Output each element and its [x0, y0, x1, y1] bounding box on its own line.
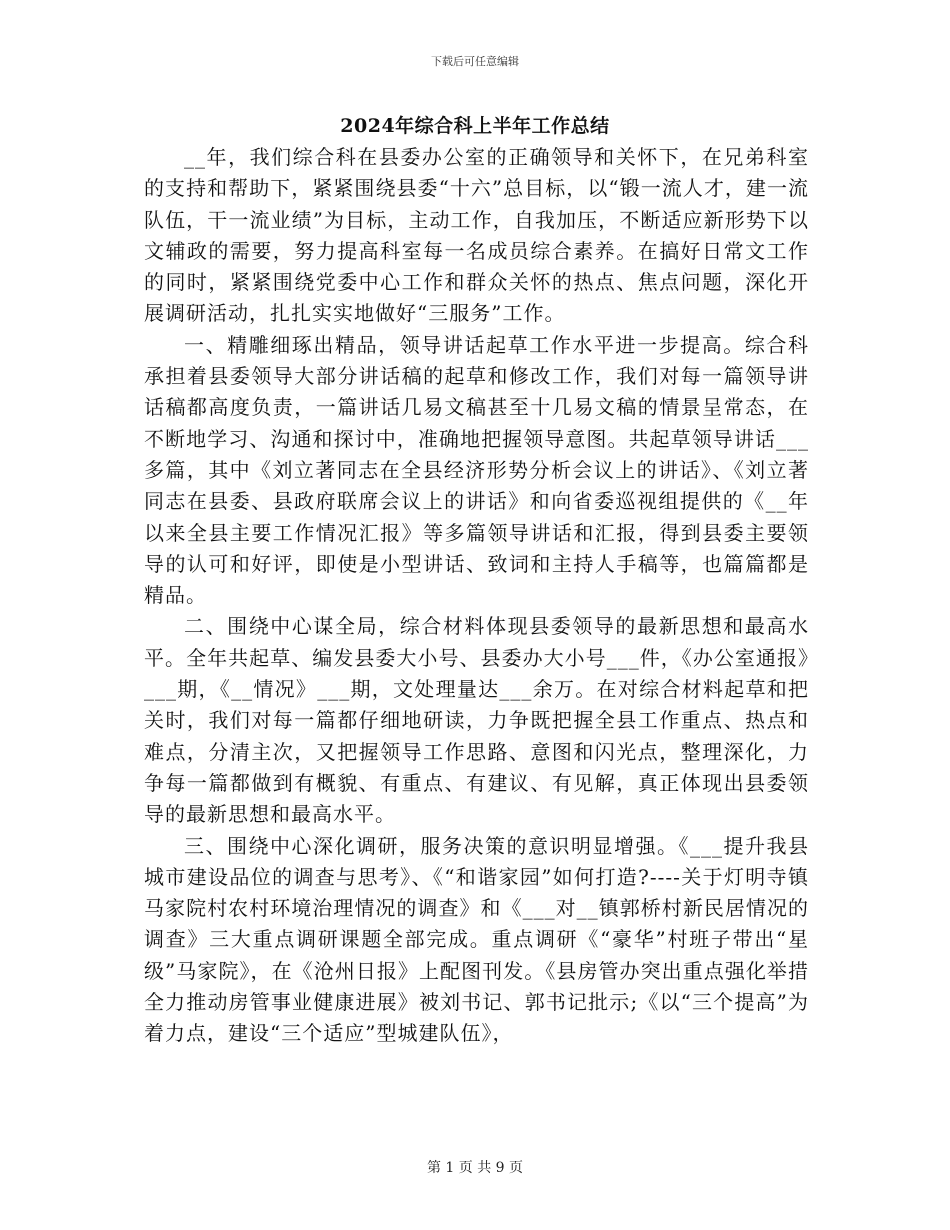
- page-number: 第 1 页 共 9 页: [426, 1160, 524, 1176]
- document-body: [144, 142, 809, 1050]
- section-3-paragraph: 三、围绕中心深化调研，服务决策的意识明显增强。《___提升我县城市建设品位的调查与思考》、《“和谐家园”如何打造?----关于灯明寺镇马家院村农村环境治理情况的调查》和《___对__镇郭桥村新民居情况的调查》三大重点调研课题全部完成。重点调研《“豪华”村班子带出“星级”马家院》，在《沧州日报》上配图刊发。《县房管办突出重点强化举措全力推动房管事业健康进展》被刘书记、郭书记批示;《以“三个提高”为着力点，建设“三个适应”型城建队伍》，: [144, 833, 809, 1046]
- section-2-paragraph: 二、围绕中心谋全局，综合材料体现县委领导的最新思想和最高水平。全年共起草、编发县委大小号、县委办大小号___件，《办公室通报》___期，《__情况》___期，文处理量达___余万。在对综合材料起草和把关时，我们对每一篇都仔细地研读，力争既把握全县工作重点、热点和难点，分清主次，又把握领导工作思路、意图和闪光点，整理深化，力争每一篇都做到有概貌、有重点、有建议、有见解，真正体现出县委领导的最新思想和最高水平。: [144, 614, 809, 827]
- header-note: 下载后可任意编辑: [431, 55, 519, 68]
- section-1-paragraph: 一、精雕细琢出精品，领导讲话起草工作水平进一步提高。综合科承担着县委领导大部分讲话稿的起草和修改工作，我们对每一篇领导讲话稿都高度负责，一篇讲话几易文稿甚至十几易文稿的情景呈常态，在不断地学习、沟通和探讨中，准确地把握领导意图。共起草领导讲话___多篇，其中《刘立著同志在全县经济形势分析会议上的讲话》、《刘立著同志在县委、县政府联席会议上的讲话》和向省委巡视组提供的《__年以来全县主要工作情况汇报》等多篇领导讲话和汇报，得到县委主要领导的认可和好评，即使是小型讲话、致词和主持人手稿等，也篇篇都是精品。: [144, 332, 809, 608]
- document-title: 2024年综合科上半年工作总结: [340, 115, 610, 137]
- intro-paragraph: __年，我们综合科在县委办公室的正确领导和关怀下，在兄弟科室的支持和帮助下，紧紧围绕县委“十六”总目标，以“锻一流人才，建一流队伍，干一流业绩”为目标，主动工作，自我加压，不断适应新形势下以文辅政的需要，努力提高科室每一名成员综合素养。在搞好日常文工作的同时，紧紧围绕党委中心工作和群众关怀的热点、焦点问题，深化开展调研活动，扎扎实实地做好“三服务”工作。: [144, 145, 809, 326]
